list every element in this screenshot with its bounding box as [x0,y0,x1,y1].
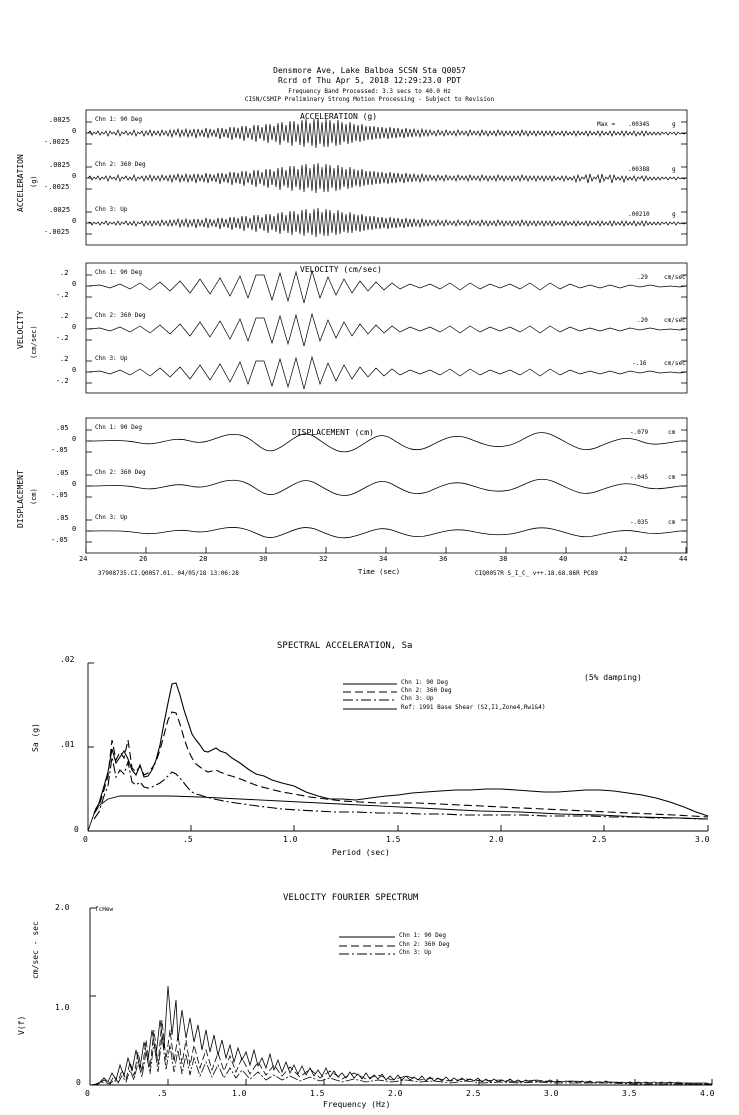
vfs-ylabel: V(f) [17,1015,26,1035]
accel-chn3-label: Chn 3: Up [95,206,128,213]
vfs-xtick-25: 2.5 [466,1089,481,1098]
vel-tick-pos-1: .2 [60,269,69,277]
disp-chn1-max: -.079 [630,429,649,436]
disp-tick-zero-2: 0 [72,480,77,488]
time-tick-38: 38 [499,555,508,563]
sa-xtick-2: 2.0 [489,835,504,844]
vel-tick-neg-2: -.2 [56,334,69,342]
disp-tick-zero-1: 0 [72,435,77,443]
vel-chn3-label: Chn 3: Up [95,355,128,362]
disp-chn3-unit: cm [668,519,676,526]
vfs-xlabel: Frequency (Hz) [323,1100,391,1109]
vfs-series-chn2 [91,1020,712,1085]
accel-tick-pos-1: .0025 [49,116,71,124]
vel-chn2-unit: cm/sec [664,317,686,324]
velocity-trace-chn2 [88,314,686,346]
accel-chn3-max: .00210 [628,211,650,218]
acceleration-title: ACCELERATION (g) [300,112,378,121]
footer-record-id: 37908735.CI.Q0057.01. 04/05/18 13:06:28 [98,570,239,577]
vel-chn1-unit: cm/sec [664,274,686,281]
accel-tick-neg-1: -.0025 [44,138,70,146]
vfs-corner-label: fcHew [95,906,114,913]
disp-chn3-label: Chn 3: Up [95,514,128,521]
sa-damping-note: (5% damping) [584,673,642,682]
vfs-title: VELOCITY FOURIER SPECTRUM [283,893,419,903]
disp-tick-pos-2: .05 [56,469,69,477]
displacement-trace-chn3 [88,527,686,537]
sa-xtick-p5: .5 [183,835,193,844]
acceleration-axis-label: ACCELERATION [16,154,25,212]
acceleration-axis-unit: (g) [30,175,38,189]
header-station-line: Densmore Ave, Lake Balboa SCSN Sta Q0057 [273,66,466,75]
time-axis-label: Time (sec) [358,568,401,576]
vfs-ytick-2: 2.0 [55,903,70,912]
sa-xtick-0: 0 [83,835,88,844]
velocity-title: VELOCITY (cm/sec) [300,265,382,274]
vfs-ytick-1: 1.0 [55,1003,70,1012]
vel-tick-neg-3: -.2 [56,377,69,385]
disp-tick-neg-2: -.05 [51,491,68,499]
time-tick-42: 42 [619,555,628,563]
disp-chn1-unit: cm [668,429,676,436]
velocity-axis-label: VELOCITY [16,310,25,350]
vel-tick-pos-3: .2 [60,355,69,363]
vfs-series-chn1 [91,986,712,1085]
time-tick-30: 30 [259,555,268,563]
time-tick-40: 40 [559,555,568,563]
vfs-legend-chn1: Chn 1: 90 Deg [399,932,446,939]
disp-tick-pos-3: .05 [56,514,69,522]
header-processing-note: CISN/CSMIP Preliminary Strong Motion Processing - Subject to Revision [244,96,495,103]
vfs-xtick-1: 1.0 [232,1089,247,1098]
disp-tick-neg-1: -.05 [51,446,68,454]
sa-ytick-0: 0 [74,825,79,834]
vel-chn3-max: -.16 [632,360,647,367]
time-tick-36: 36 [439,555,448,563]
sa-legend-chn3: Chn 3: Up [401,695,434,702]
accel-chn2-max: .00388 [628,166,650,173]
accel-tick-zero-3: 0 [72,217,77,225]
sa-legend-chn2: Chn 2: 360 Deg [401,687,452,694]
vfs-ytick-0: 0 [76,1078,81,1087]
time-tick-28: 28 [199,555,208,563]
displacement-trace-chn2 [88,479,686,495]
vel-chn3-unit: cm/sec [664,360,686,367]
vfs-xtick-35: 3.5 [622,1089,637,1098]
header-frequency-band: Frequency Band Processed: 3.3 secs to 40.0 Hz [288,88,451,95]
sa-legend-chn1: Chn 1: 90 Deg [401,679,448,686]
sa-title: SPECTRAL ACCELERATION, Sa [277,641,413,651]
vel-tick-pos-2: .2 [60,312,69,320]
vfs-yunit: cm/sec - sec [31,921,40,979]
vel-chn1-label: Chn 1: 90 Deg [95,269,142,276]
vel-tick-zero-3: 0 [72,366,77,374]
sa-xtick-3: 3.0 [695,835,710,844]
time-tick-44: 44 [679,555,688,563]
vel-tick-neg-1: -.2 [56,291,69,299]
accel-chn1-max-prefix: Max = [597,121,616,128]
timeseries-plot-group [0,105,739,585]
accel-tick-neg-2: -.0025 [44,183,70,191]
vel-tick-zero-1: 0 [72,280,77,288]
velocity-trace-chn3 [88,357,686,389]
displacement-axis-label: DISPLACEMENT [16,470,25,528]
sa-xtick-25: 2.5 [592,835,607,844]
accel-chn1-unit: g [672,121,676,128]
sa-ytick-1: .01 [60,740,75,749]
accel-chn2-label: Chn 2: 360 Deg [95,161,146,168]
accel-chn1-label: Chn 1: 90 Deg [95,116,142,123]
disp-chn2-label: Chn 2: 360 Deg [95,469,146,476]
displacement-title: DISPLACEMENT (cm) [292,428,374,437]
time-tick-34: 34 [379,555,388,563]
sa-series-chn3 [94,757,708,819]
disp-chn1-label: Chn 1: 90 Deg [95,424,142,431]
velocity-axis-unit: (cm/sec) [30,325,38,359]
sa-xtick-15: 1.5 [386,835,401,844]
sa-ylabel: Sa (g) [31,723,40,753]
disp-tick-zero-3: 0 [72,525,77,533]
accel-trace-chn3 [88,208,686,237]
accel-chn1-max: .00345 [628,121,650,128]
time-tick-24: 24 [79,555,88,563]
displacement-trace-chn1 [88,433,686,452]
accel-tick-pos-3: .0025 [49,206,71,214]
sa-ytick-2: .02 [60,655,75,664]
vfs-xtick-p5: .5 [157,1089,167,1098]
accel-tick-pos-2: .0025 [49,161,71,169]
accel-tick-neg-3: -.0025 [44,228,70,236]
sa-plot [0,600,739,840]
vel-tick-zero-2: 0 [72,323,77,331]
header-record-time: Rcrd of Thu Apr 5, 2018 12:29:23.0 PDT [277,76,462,85]
vfs-xtick-15: 1.5 [310,1089,325,1098]
vfs-legend-chn2: Chn 2: 360 Deg [399,941,450,948]
disp-chn3-max: -.035 [630,519,649,526]
disp-chn2-unit: cm [668,474,676,481]
time-tick-26: 26 [139,555,148,563]
vfs-xtick-2: 2.0 [388,1089,403,1098]
disp-tick-pos-1: .05 [56,424,69,432]
sa-series-chn2 [94,712,708,817]
time-tick-32: 32 [319,555,328,563]
vfs-xtick-4: 4.0 [700,1089,715,1098]
displacement-axis-unit: (cm) [30,488,38,506]
accel-trace-chn2 [88,163,686,193]
vfs-xtick-3: 3.0 [544,1089,559,1098]
vfs-plot [0,890,739,1095]
vel-chn2-max: .20 [637,317,648,324]
vel-chn2-label: Chn 2: 360 Deg [95,312,146,319]
vel-chn1-max: .29 [637,274,648,281]
disp-tick-neg-3: -.05 [51,536,68,544]
accel-chn3-unit: g [672,211,676,218]
disp-chn2-max: -.045 [630,474,649,481]
vfs-xtick-0: 0 [85,1089,90,1098]
velocity-trace-chn1 [88,271,686,303]
sa-series-chn1 [94,683,708,816]
accel-tick-zero-1: 0 [72,127,77,135]
accel-tick-zero-2: 0 [72,172,77,180]
footer-processing-id: CIQ0057R S_I_C_ v++.18.68.86R PC89 [475,570,598,577]
sa-xtick-1: 1.0 [283,835,298,844]
sa-xlabel: Period (sec) [332,848,390,857]
accel-chn2-unit: g [672,166,676,173]
vfs-legend-chn3: Chn 3: Up [399,949,432,956]
sa-legend-ref: Ref: 1991 Base Shear (S2,I1,Zone4,Rw1&4) [401,704,546,711]
